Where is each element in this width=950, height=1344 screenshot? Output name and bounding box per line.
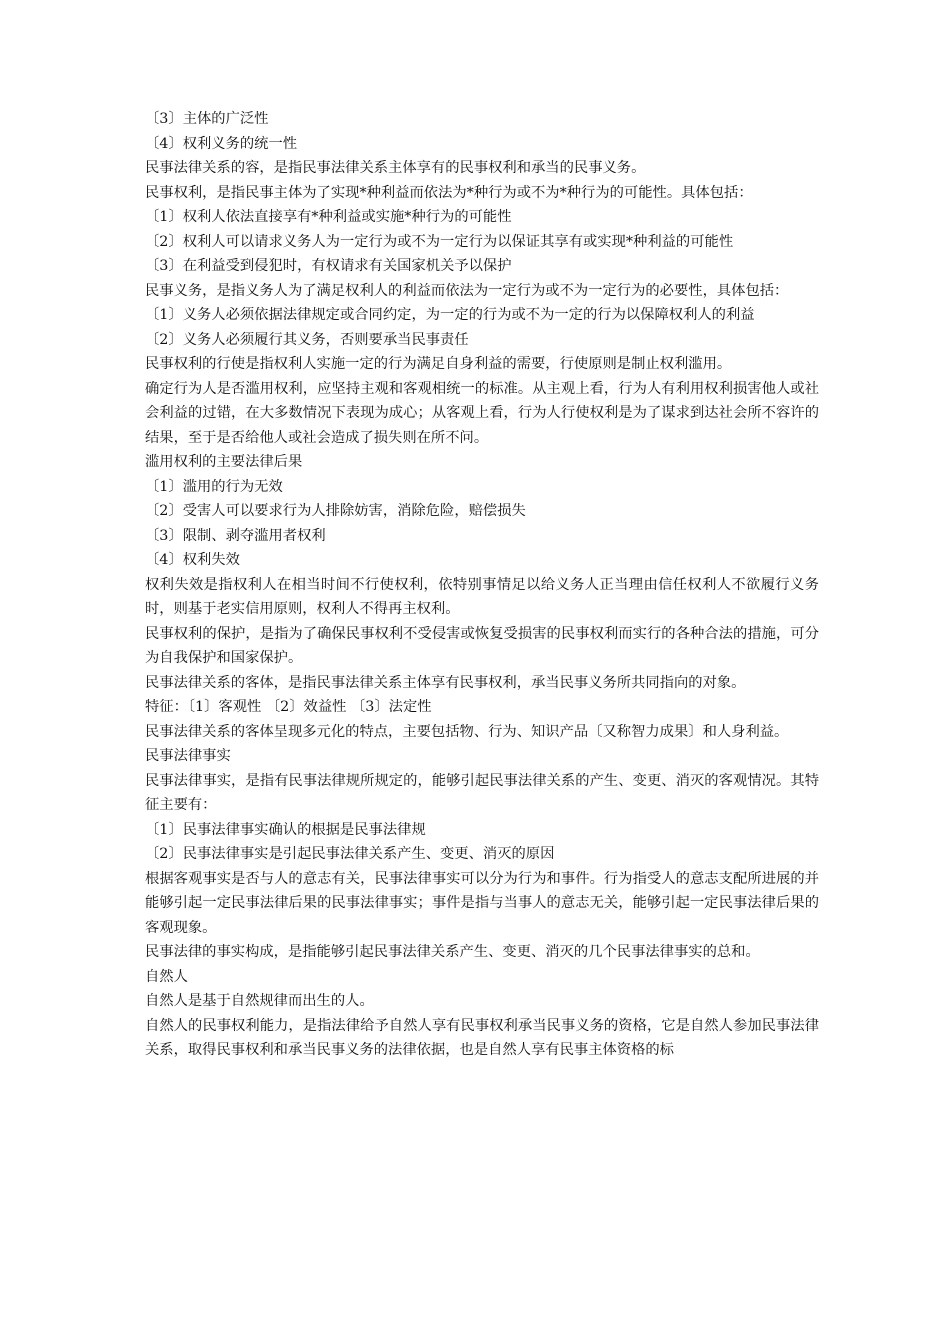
paragraph: 确定行为人是否滥用权利，应坚持主观和客观相统一的标准。从主观上看，行为人有利用权利损害他人或社会利益的过错，在大多数情况下表现为成心；从客观上看，行为人行使权利是为了谋求到达社会所不容许的结果，至于是否给他人或社会造成了损失则在所不问。 <box>145 380 819 446</box>
paragraph: 民事权利，是指民事主体为了实现*种利益而依法为*种行为或不为*种行为的可能性。具体包括： <box>145 184 753 201</box>
paragraph: 〔4〕权利失效 <box>145 552 240 568</box>
paragraph: 民事法律关系的客体，是指民事法律关系主体享有民事权利，承当民事义务所共同指向的对象。 <box>145 674 746 691</box>
paragraph: 〔1〕义务人必须依据法律规定或合同约定，为一定的行为或不为一定的行为以保障权利人的利益 <box>145 307 755 323</box>
paragraph: 民事法律的事实构成，是指能够引起民事法律关系产生、变更、消灭的几个民事法律事实的总和。 <box>145 944 760 960</box>
paragraph: 〔1〕民事法律事实确认的根据是民事法律规 <box>145 821 426 838</box>
paragraph: 民事权利的行使是指权利人实施一定的行为满足自身利益的需要，行使原则是制止权利滥用。 <box>145 356 732 372</box>
paragraph: 民事法律事实，是指有民事法律规所规定的，能够引起民事法律关系的产生、变更、消灭的客观情况。其特征主要有： <box>145 772 819 813</box>
paragraph: 〔1〕权利人依法直接享有*种利益或实施*种行为的可能性 <box>145 209 512 225</box>
paragraph: 〔2〕权利人可以请求义务人为一定行为或不为一定行为以保证其享有或实现*种利益的可能性 <box>145 233 734 250</box>
paragraph: 民事权利的保护，是指为了确保民事权利不受侵害或恢复受损害的民事权利而实行的各种合法的措施，可分为自我保护和国家保护。 <box>145 625 819 666</box>
section-heading: 民事法律事实 <box>145 748 231 764</box>
paragraph: 〔2〕义务人必须履行其义务，否则要承当民事责任 <box>145 331 469 348</box>
paragraph: 民事义务，是指义务人为了满足权利人的利益而依法为一定行为或不为一定行为的必要性，具体包括： <box>145 282 789 299</box>
paragraph: 〔2〕受害人可以要求行为人排除妨害，消除危险，赔偿损失 <box>145 503 526 519</box>
document-body <box>145 107 819 1063</box>
paragraph: 特征：〔1〕客观性 〔2〕效益性 〔3〕法定性 <box>145 699 432 715</box>
paragraph: 权利失效是指权利人在相当时间不行使权利，依特别事情足以给义务人正当理由信任权利人不欲履行义务时，则基于老实信用原则，权利人不得再主权利。 <box>145 576 819 617</box>
paragraph: 自然人是基于自然规律而出生的人。 <box>145 993 374 1009</box>
paragraph: 根据客观事实是否与人的意志有关，民事法律事实可以分为行为和事件。行为指受人的意志支配所进展的并能够引起一定民事法律后果的民事法律事实；事件是指与当事人的意志无关，能够引起一定民事法律后果的客观现象。 <box>145 870 819 936</box>
paragraph: 自然人的民事权利能力，是指法律给予自然人享有民事权利承当民事义务的资格，它是自然人参加民事法律关系，取得民事权利和承当民事义务的法律依据，也是自然人享有民事主体资格的标 <box>145 1017 819 1058</box>
paragraph: 民事法律关系的容，是指民事法律关系主体享有的民事权利和承当的民事义务。 <box>145 160 646 176</box>
paragraph: 〔3〕在利益受到侵犯时，有权请求有关国家机关予以保护 <box>145 258 512 274</box>
paragraph: 〔2〕民事法律事实是引起民事法律关系产生、变更、消灭的原因 <box>145 846 555 862</box>
section-heading: 自然人 <box>145 968 188 985</box>
paragraph: 〔3〕主体的广泛性 <box>145 111 269 127</box>
section-heading: 滥用权利的主要法律后果 <box>145 454 303 470</box>
paragraph: 民事法律关系的客体呈现多元化的特点，主要包括物、行为、知识产品〔又称智力成果〕和人身利益。 <box>145 723 789 740</box>
paragraph: 〔1〕滥用的行为无效 <box>145 478 283 495</box>
paragraph: 〔3〕限制、剥夺滥用者权利 <box>145 527 326 544</box>
paragraph: 〔4〕权利义务的统一性 <box>145 135 298 152</box>
